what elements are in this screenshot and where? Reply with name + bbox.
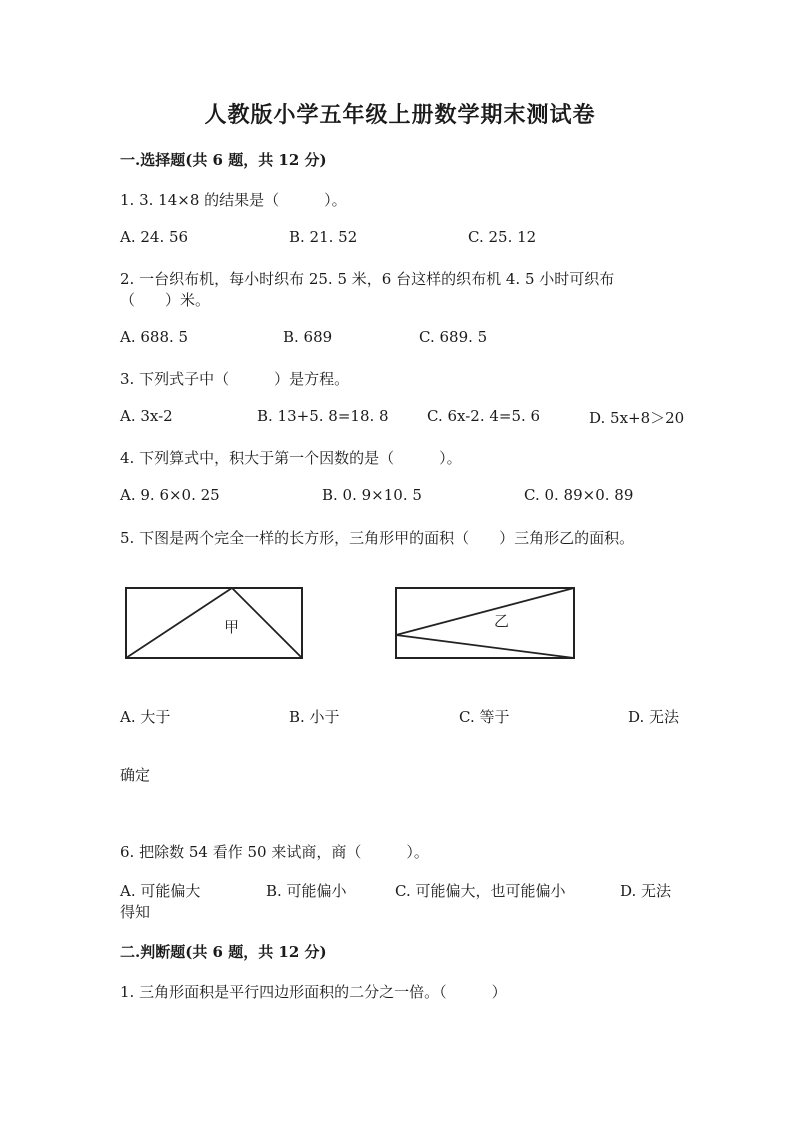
q4-option-b: B. 0. 9×10. 5: [322, 486, 422, 504]
q5-option-d-continuation: 确定: [120, 766, 151, 784]
q4-option-c: C. 0. 89×0. 89: [524, 486, 634, 504]
q6-option-c: C. 可能偏大，也可能偏小: [395, 882, 566, 900]
q1-option-a: A. 24. 56: [120, 228, 189, 246]
judgment-question-1-text: 1. 三角形面积是平行四边形面积的二分之一倍。（ ）: [120, 983, 507, 1001]
q6-option-a: A. 可能偏大: [120, 882, 201, 900]
question-3-text: 3. 下列式子中（ ）是方程。: [120, 370, 350, 388]
q5-option-c: C. 等于: [459, 708, 510, 726]
figure-label-jia: 甲: [224, 619, 240, 636]
q1-option-b: B. 21. 52: [289, 228, 358, 246]
q3-option-d: D. 5x+8＞20: [589, 409, 685, 427]
q5-option-a: A. 大于: [120, 708, 171, 726]
q5-option-d: D. 无法: [628, 708, 680, 726]
q3-option-b: B. 13+5. 8=18. 8: [257, 407, 389, 425]
section-heading-judgment: 二.判断题(共 6 题，共 12 分): [120, 943, 327, 961]
question-5-text: 5. 下图是两个完全一样的长方形，三角形甲的面积（ ）三角形乙的面积。: [120, 529, 635, 547]
question-4-text: 4. 下列算式中，积大于第一个因数的是（ ）。: [120, 449, 462, 467]
q2-option-b: B. 689: [283, 328, 333, 346]
q6-option-d-continuation: 得知: [120, 903, 151, 921]
figure-label-yi: 乙: [494, 613, 510, 630]
rectangle-figure-yi: [390, 580, 582, 665]
q2-option-c: C. 689. 5: [419, 328, 488, 346]
question-1-text: 1. 3. 14×8 的结果是（ ）。: [120, 191, 347, 209]
q2-option-a: A. 688. 5: [120, 328, 189, 346]
rectangle-figure-jia: [120, 580, 310, 665]
q3-option-a: A. 3x-2: [120, 407, 173, 425]
q4-option-a: A. 9. 6×0. 25: [120, 486, 220, 504]
q6-option-b: B. 可能偏小: [266, 882, 347, 900]
q6-option-d: D. 无法: [620, 882, 672, 900]
page-title: 人教版小学五年级上册数学期末测试卷: [204, 102, 596, 128]
q5-option-b: B. 小于: [289, 708, 340, 726]
section-heading-choice: 一.选择题(共 6 题，共 12 分): [120, 151, 327, 169]
q1-option-c: C. 25. 12: [468, 228, 537, 246]
q3-option-c: C. 6x-2. 4=5. 6: [427, 407, 541, 425]
question-2-text-line1: 2. 一台织布机，每小时织布 25. 5 米，6 台这样的织布机 4. 5 小时可织布: [120, 270, 615, 288]
question-6-text: 6. 把除数 54 看作 50 来试商，商（ ）。: [120, 843, 429, 861]
question-2-text-line2: （ ）米。: [120, 291, 211, 309]
